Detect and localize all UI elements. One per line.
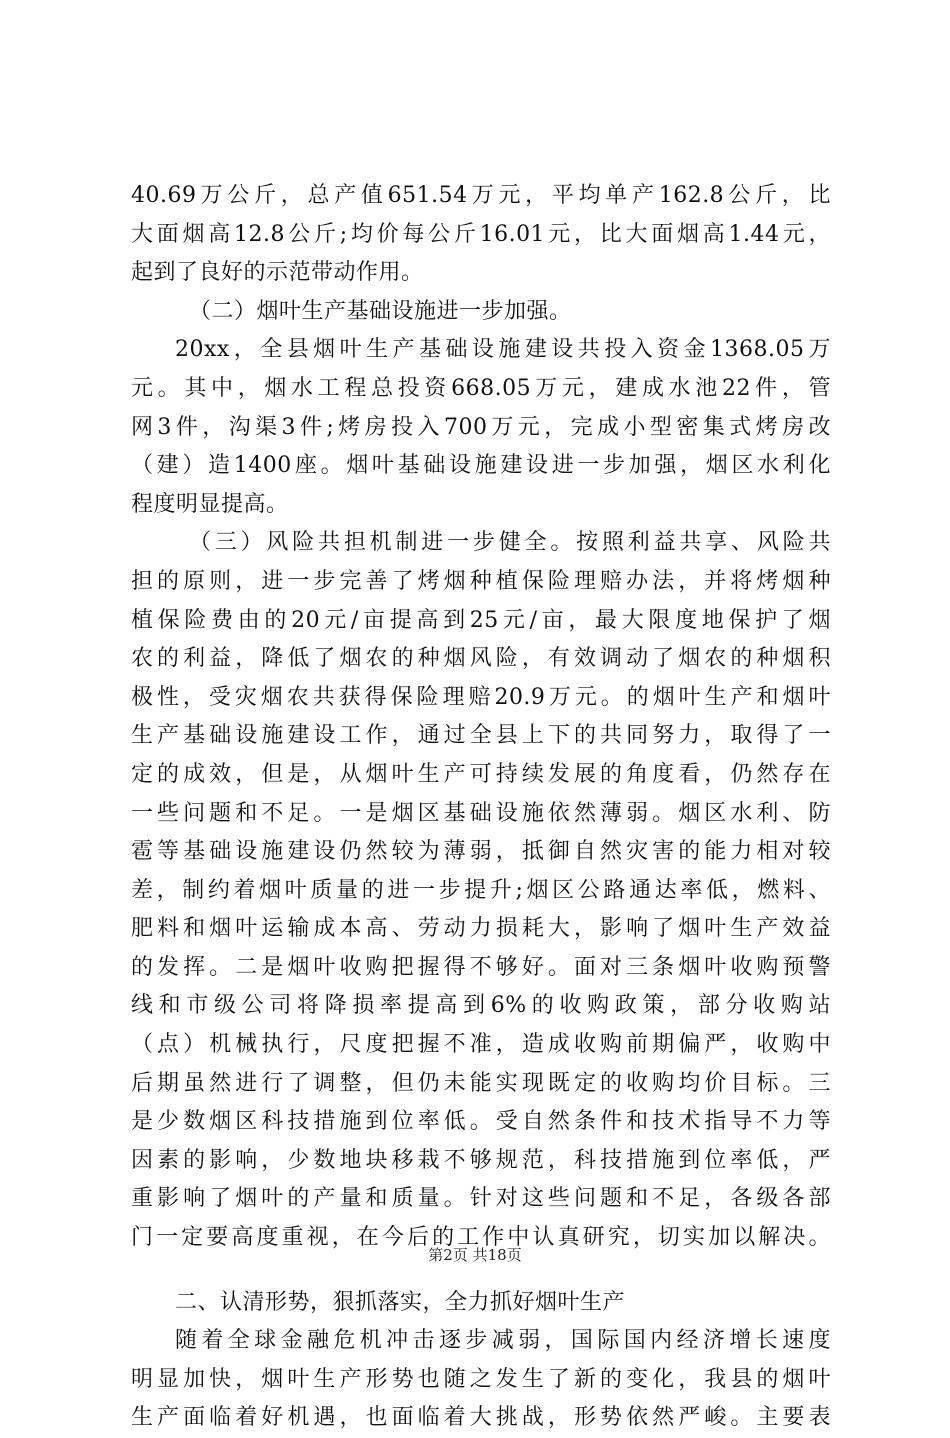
text-line: 差，制约着烟叶质量的进一步提升;烟区公路通达率低，燃料、 xyxy=(131,877,831,903)
text-line: 农的利益，降低了烟农的种烟风险，有效调动了烟农的种烟积 xyxy=(131,646,831,672)
text-line: 后期虽然进行了调整，但仍未能实现既定的收购均价目标。三 xyxy=(131,1070,831,1096)
text-line: 门一定要高度重视，在今后的工作中认真研究，切实加以解决。 xyxy=(131,1225,831,1251)
text-line: 担的原则，进一步完善了烤烟种植保险理赔办法，并将烤烟种 xyxy=(131,568,831,594)
paragraph-2 xyxy=(131,331,831,524)
text-line: 植保险费由的20元/亩提高到25元/亩，最大限度地保护了烟 xyxy=(131,607,831,633)
section-heading: 二、认清形势，狠抓落实，全力抓好烟叶生产 xyxy=(175,1289,626,1315)
text-line: 极性，受灾烟农共获得保险理赔20.9万元。的烟叶生产和烟叶 xyxy=(131,684,831,710)
text-line: 肥料和烟叶运输成本高、劳动力损耗大，影响了烟叶生产效益 xyxy=(131,916,831,942)
subheading-2: （二）烟叶生产基础设施进一步加强。 xyxy=(189,298,572,324)
text-line: 生产基础设施建设工作，通过全县上下的共同努力，取得了一 xyxy=(131,723,831,749)
text-line: 网3件，沟渠3件;烤房投入700万元，完成小型密集式烤房改 xyxy=(131,414,831,440)
text-line: 40.69万公斤，总产值651.54万元，平均单产162.8公斤，比 xyxy=(131,183,831,208)
text-line: 起到了良好的示范带动作用。 xyxy=(131,260,424,286)
text-line: 大面烟高12.8公斤;均价每公斤16.01元，比大面烟高1.44元， xyxy=(131,221,831,247)
text-line: 一些问题和不足。一是烟区基础设施依然薄弱。烟区水利、防 xyxy=(131,800,831,826)
paragraph-3 xyxy=(131,524,831,1257)
text-line: 重影响了烟叶的产量和质量。针对这些问题和不足，各级各部 xyxy=(131,1186,831,1212)
text-line: 元。其中，烟水工程总投资668.05万元，建成水池22件，管 xyxy=(131,375,831,401)
text-line: 20xx，全县烟叶生产基础设施建设共投入资金1368.05万 xyxy=(175,337,831,363)
text-line: 定的成效，但是，从烟叶生产可持续发展的角度看，仍然存在 xyxy=(131,761,831,787)
paragraph-4 xyxy=(131,1322,831,1438)
text-line: 随着全球金融危机冲击逐步减弱，国际国内经济增长速度 xyxy=(175,1328,831,1354)
text-line: 线和市级公司将降损率提高到6%的收购政策，部分收购站 xyxy=(131,993,831,1019)
text-line: 的发挥。二是烟叶收购把握得不够好。面对三条烟叶收购预警 xyxy=(131,954,831,980)
text-line: （三）风险共担机制进一步健全。按照利益共享、风险共 xyxy=(189,530,831,556)
text-line: 雹等基础设施建设仍然较为薄弱，抵御自然灾害的能力相对较 xyxy=(131,839,831,865)
page-number-footer: 第2页 共18页 xyxy=(428,1246,522,1264)
text-line: 生产面临着好机遇，也面临着大挑战，形势依然严峻。主要表 xyxy=(131,1405,831,1431)
text-line: 因素的影响，少数地块移栽不够规范，科技措施到位率低，严 xyxy=(131,1147,831,1173)
text-line: （点）机械执行，尺度把握不准，造成收购前期偏严，收购中 xyxy=(131,1032,831,1058)
text-line: 明显加快，烟叶生产形势也随之发生了新的变化，我县的烟叶 xyxy=(131,1366,831,1392)
paragraph-1 xyxy=(131,177,831,293)
text-line: （建）造1400座。烟叶基础设施建设进一步加强，烟区水利化 xyxy=(131,453,831,479)
text-line: 程度明显提高。 xyxy=(131,491,289,517)
text-line: 是少数烟区科技措施到位率低。受自然条件和技术指导不力等 xyxy=(131,1109,831,1135)
